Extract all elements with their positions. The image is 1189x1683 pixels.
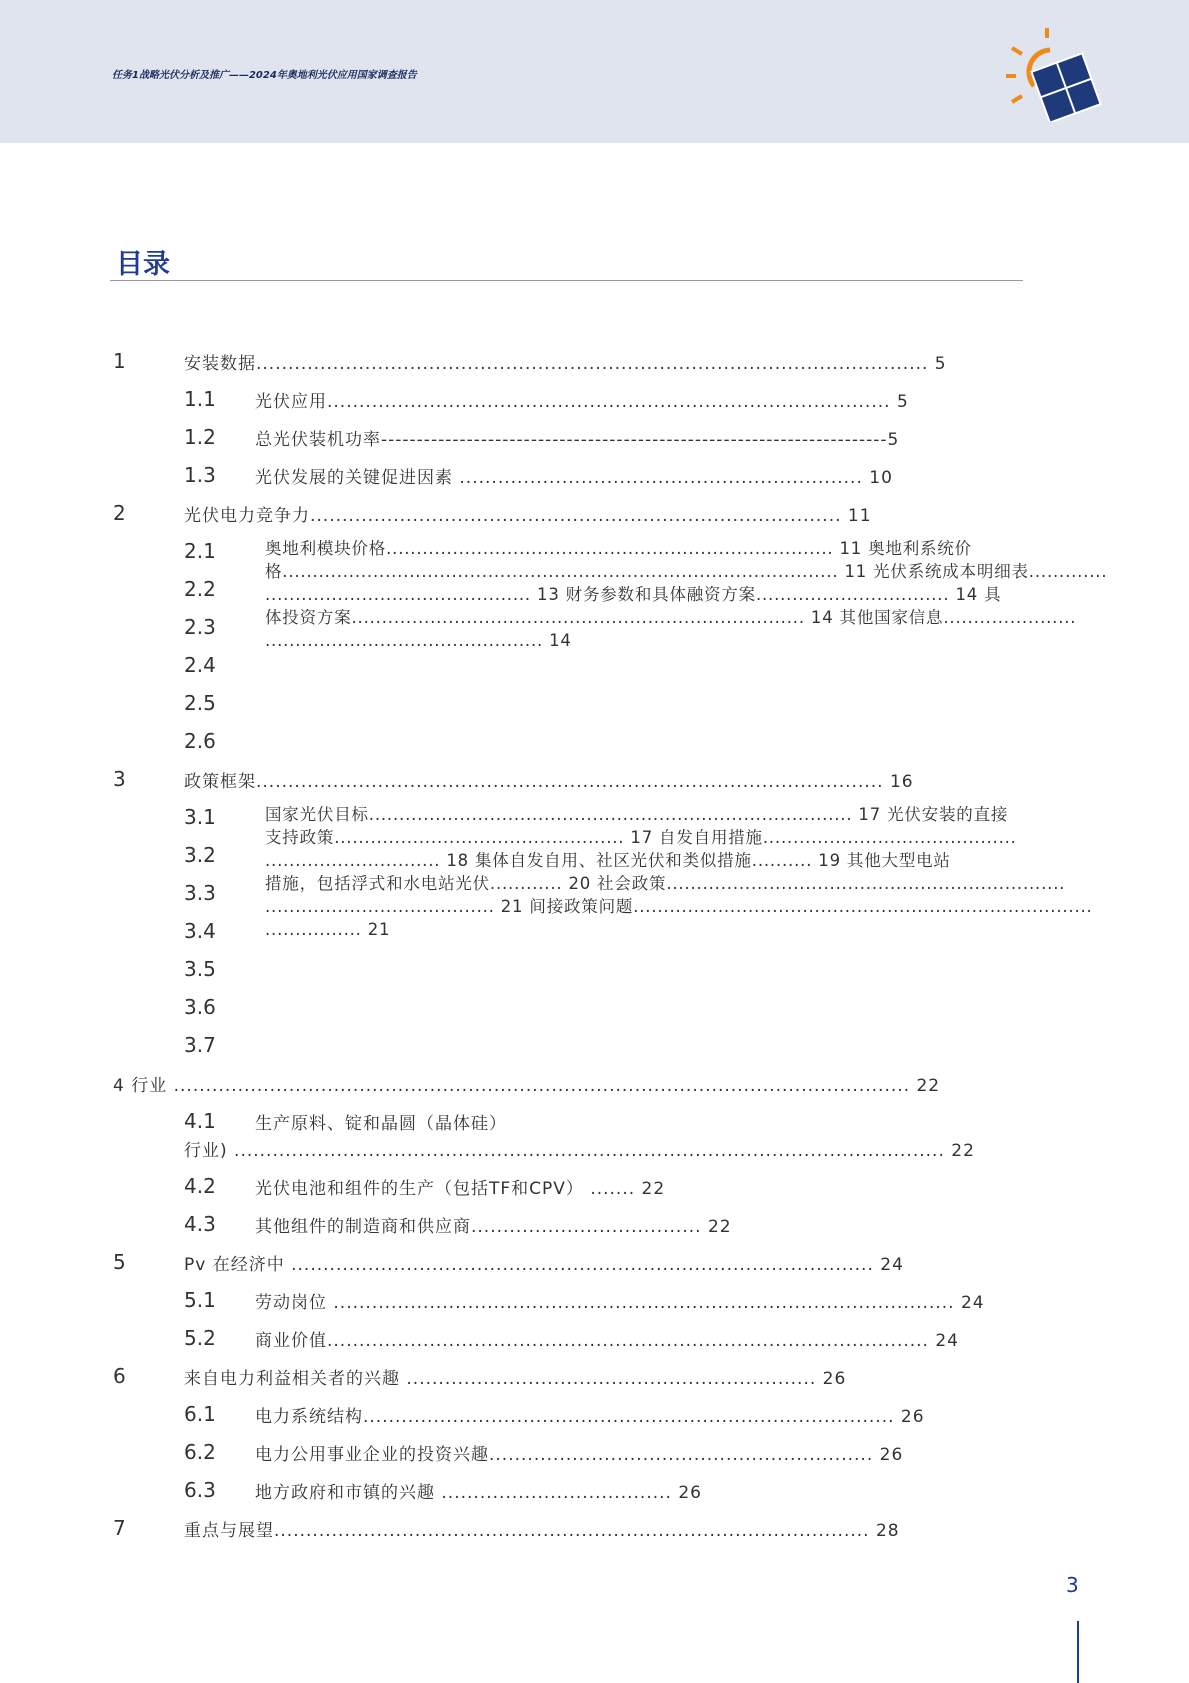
toc-entry-6-1[interactable]: 电力系统结构................................................................................... 26 [255, 1407, 925, 1427]
toc-entry-5[interactable]: Pv 在经济中 ........................................................................................... 24 [184, 1255, 904, 1275]
page-number: 3 [1066, 1573, 1079, 1597]
toc-line: .............................................. 14 [265, 631, 572, 650]
toc-line: 国家光伏目标................................................................................ 17 光伏安装的直接 [265, 805, 1009, 824]
toc-num-3-1: 3.1 [184, 805, 216, 829]
toc-section-2-merged-entries[interactable] [265, 537, 1107, 652]
toc-entry-5-2[interactable]: 商业价值.............................................................................................. 24 [255, 1331, 959, 1351]
toc-entry-3[interactable]: 政策框架.................................................................................................. 16 [184, 772, 914, 792]
toc-entry-4-3[interactable]: 其他组件的制造商和供应商.................................... 22 [255, 1217, 732, 1237]
toc-num-2-1: 2.1 [184, 539, 216, 563]
toc-line: ............................................ 13 财务参数和具体融资方案................................ 14 具 [265, 585, 1002, 604]
toc-num-2: 2 [113, 501, 126, 525]
toc-line: ................ 21 [265, 920, 391, 939]
toc-num-6-2: 6.2 [184, 1440, 216, 1464]
toc-num-4-1: 4.1 [184, 1109, 216, 1133]
toc-num-6-3: 6.3 [184, 1478, 216, 1502]
toc-num-3-2: 3.2 [184, 843, 216, 867]
toc-title: 目录 [116, 249, 170, 280]
toc-num-3: 3 [113, 767, 126, 791]
header-band [0, 0, 1189, 143]
toc-line: ...................................... 21 间接政策问题............................................................................ [265, 897, 1093, 916]
toc-line: 支持政策................................................ 17 自发自用措施.......................................... [265, 828, 1017, 847]
toc-num-1-3: 1.3 [184, 463, 216, 487]
toc-num-3-4: 3.4 [184, 919, 216, 943]
toc-entry-6[interactable]: 来自电力利益相关者的兴趣 ................................................................ 26 [184, 1369, 847, 1389]
toc-num-1-1: 1.1 [184, 387, 216, 411]
toc-num-1: 1 [113, 349, 126, 373]
toc-section-3-merged-entries[interactable] [265, 803, 1093, 941]
toc-line: 格............................................................................................ 11 光伏系统成本明细表............. [265, 562, 1108, 581]
toc-line: 奥地利模块价格.......................................................................... 11 奥地利系统价 [265, 539, 972, 558]
toc-line: ............................. 18 集体自发自用、社区光伏和类似措施.......... 19 其他大型电站 [265, 851, 951, 870]
toc-entry-1-2[interactable]: 总光伏装机功率-----------------------------------------------------------------------5 [255, 430, 900, 450]
toc-num-1-2: 1.2 [184, 425, 216, 449]
solar-panel-sun-logo [1004, 26, 1104, 122]
toc-num-5: 5 [113, 1250, 126, 1274]
toc-num-2-5: 2.5 [184, 691, 216, 715]
toc-entry-4-2[interactable]: 光伏电池和组件的生产（包括TF和CPV） ....... 22 [255, 1179, 666, 1199]
toc-entry-1[interactable]: 安装数据......................................................................................................... 5 [184, 354, 947, 374]
toc-num-3-5: 3.5 [184, 957, 216, 981]
footer-accent-line [1077, 1621, 1079, 1683]
toc-num-5-2: 5.2 [184, 1326, 216, 1350]
toc-entry-4[interactable]: 4 行业 ................................................................................................................... 22 [113, 1076, 941, 1096]
toc-num-6: 6 [113, 1364, 126, 1388]
toc-entry-6-3[interactable]: 地方政府和市镇的兴趣 .................................... 26 [255, 1483, 702, 1503]
toc-entry-6-2[interactable]: 电力公用事业企业的投资兴趣............................................................ 26 [255, 1445, 904, 1465]
toc-num-2-4: 2.4 [184, 653, 216, 677]
toc-num-2-2: 2.2 [184, 577, 216, 601]
toc-entry-4-1[interactable]: 生产原料、锭和晶圆（晶体硅） [255, 1114, 507, 1134]
toc-entry-7[interactable]: 重点与展望............................................................................................. 28 [184, 1521, 900, 1541]
toc-num-4-2: 4.2 [184, 1174, 216, 1198]
toc-num-2-3: 2.3 [184, 615, 216, 639]
toc-entry-4-1-continued[interactable]: 行业) ............................................................................................................... 22 [184, 1141, 975, 1161]
toc-line: 措施，包括浮式和水电站光伏............ 20 社会政策.................................................................. [265, 874, 1066, 893]
toc-entry-1-1[interactable]: 光伏应用........................................................................................ 5 [255, 392, 909, 412]
toc-num-3-6: 3.6 [184, 995, 216, 1019]
report-running-title: 任务1战略光伏分析及推广——2024年奥地利光伏应用国家调查报告 [112, 70, 417, 81]
toc-num-3-3: 3.3 [184, 881, 216, 905]
toc-entry-5-1[interactable]: 劳动岗位 ................................................................................................. 24 [255, 1293, 985, 1313]
toc-entry-2[interactable]: 光伏电力竞争力................................................................................... 11 [184, 506, 872, 526]
toc-num-7: 7 [113, 1516, 126, 1540]
title-divider [110, 280, 1023, 281]
toc-num-3-7: 3.7 [184, 1033, 216, 1057]
toc-num-6-1: 6.1 [184, 1402, 216, 1426]
toc-num-4-3: 4.3 [184, 1212, 216, 1236]
toc-num-5-1: 5.1 [184, 1288, 216, 1312]
toc-entry-1-3[interactable]: 光伏发展的关键促进因素 ............................................................... 10 [255, 468, 893, 488]
toc-line: 体投资方案........................................................................... 14 其他国家信息...................... [265, 608, 1077, 627]
toc-num-2-6: 2.6 [184, 729, 216, 753]
